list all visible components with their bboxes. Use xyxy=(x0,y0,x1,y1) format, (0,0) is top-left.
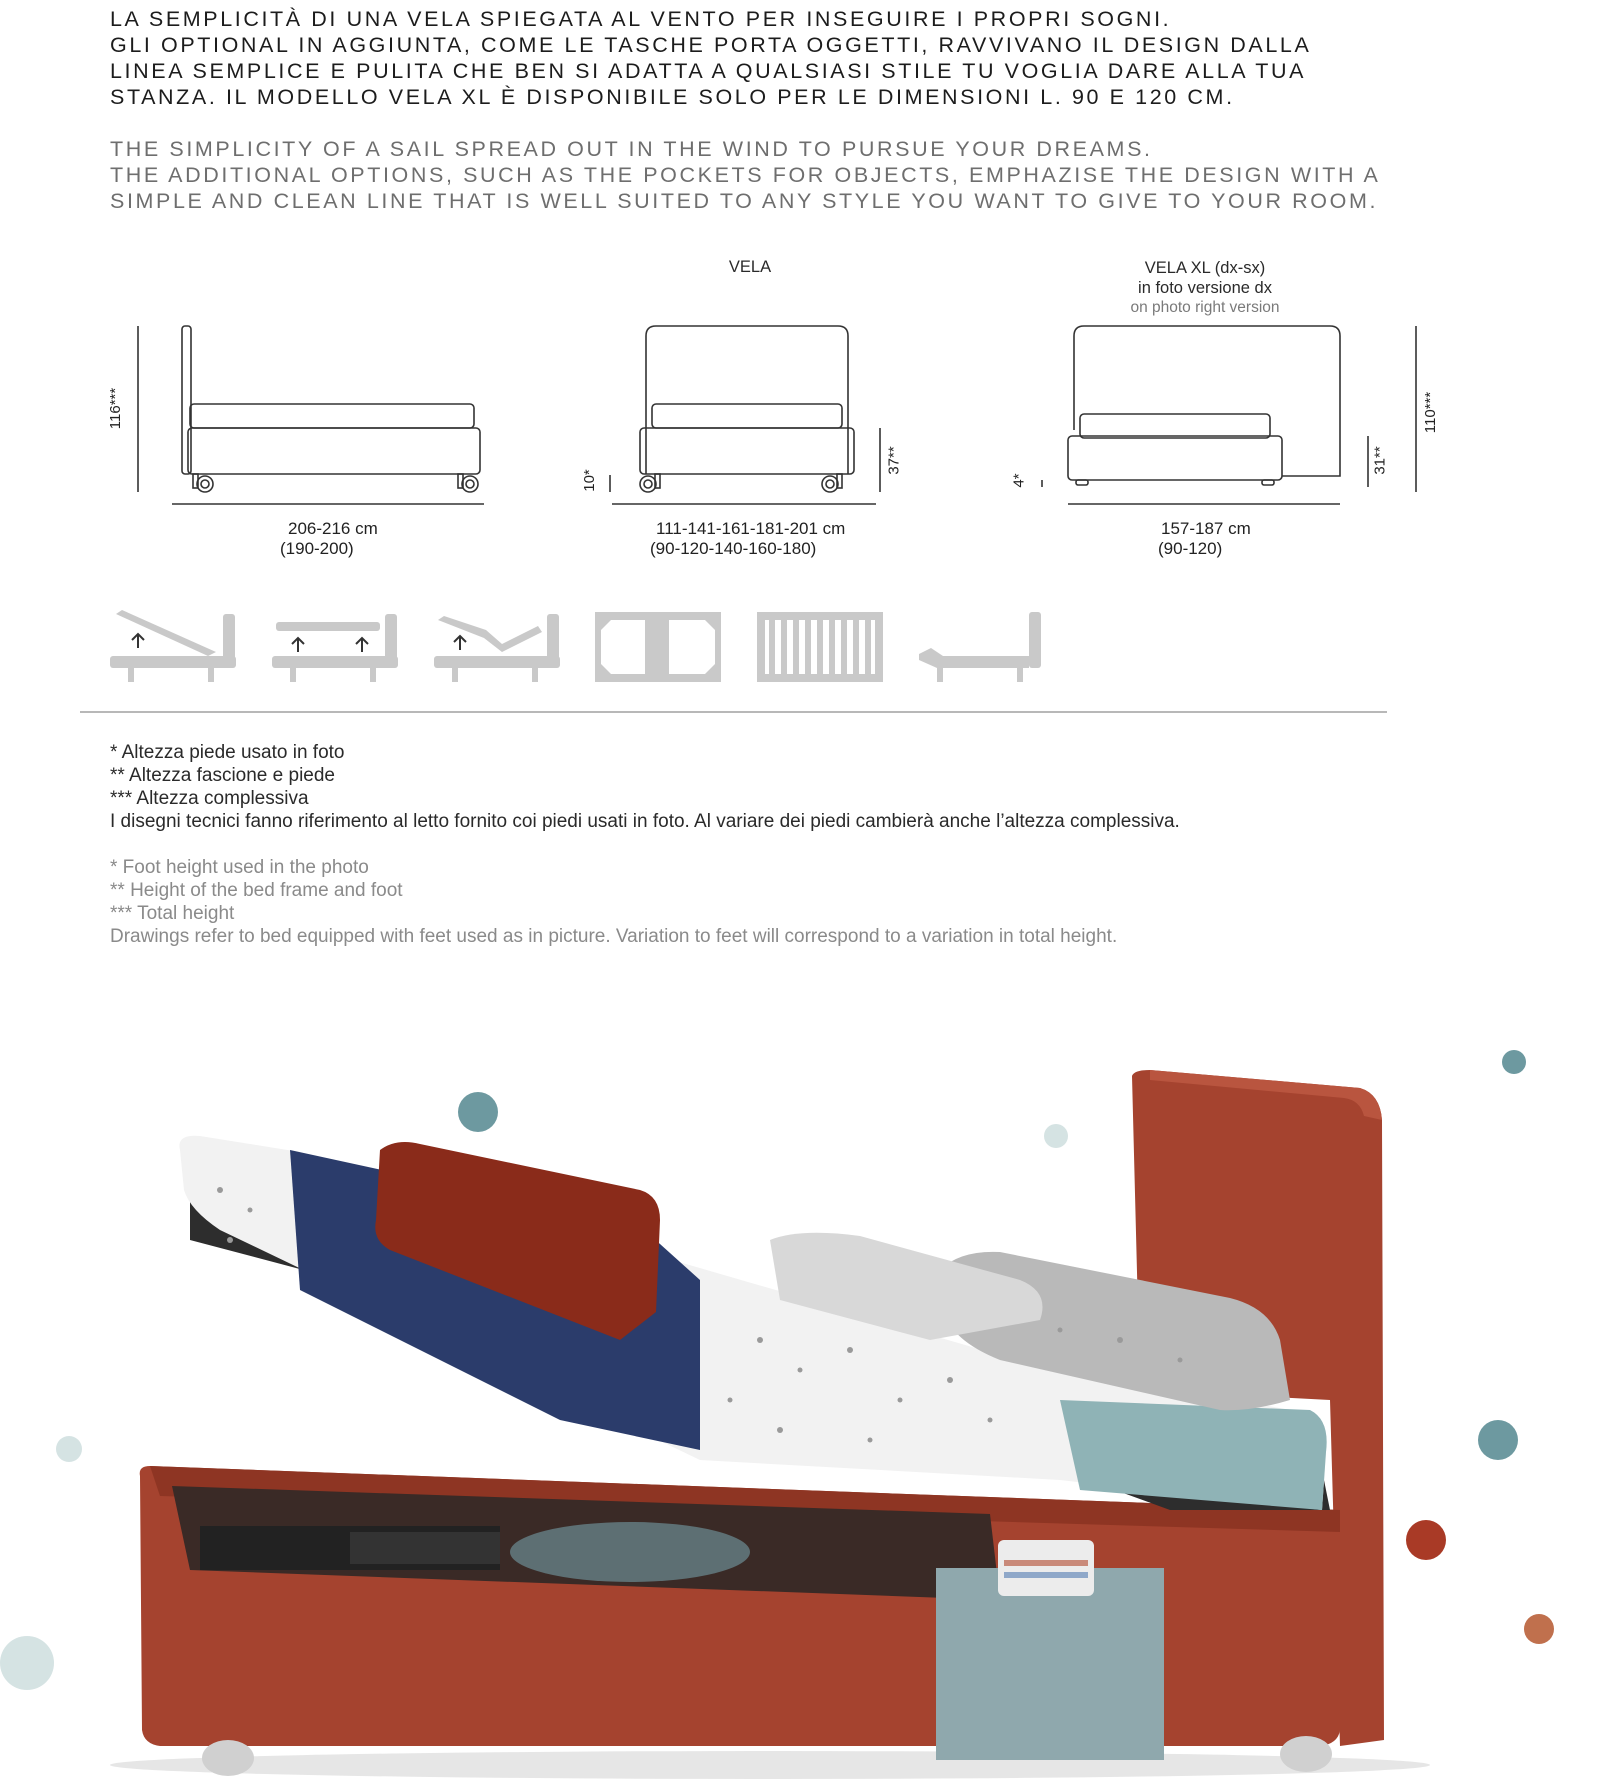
note-en-line: Drawings refer to bed equipped with feet used as in picture. Variation to feet will correspond to a variation in total height. xyxy=(110,926,1118,947)
notes-italian xyxy=(110,741,1180,833)
front-width-sub: (90-120-140-160-180) xyxy=(650,539,817,558)
intro-it-line: GLI OPTIONAL IN AGGIUNTA, COME LE TASCHE PORTA OGGETTI, RAVVIVANO IL DESIGN DALLA xyxy=(110,33,1312,57)
note-it-line: *** Altezza complessiva xyxy=(110,788,309,809)
xl-frame-label: 31** xyxy=(1371,446,1389,475)
note-en-line: *** Total height xyxy=(110,903,235,924)
front-view-drawing xyxy=(610,326,880,504)
front-frame-label: 37** xyxy=(885,446,903,475)
reclining-headrest-icon xyxy=(917,608,1047,688)
xl-width-label xyxy=(1158,519,1251,559)
side-length-value: 206-216 cm xyxy=(288,519,378,538)
caster-wheel xyxy=(202,1740,254,1776)
vela-caption: VELA xyxy=(728,258,772,276)
pocket-book xyxy=(998,1540,1094,1596)
intro-en-line: THE ADDITIONAL OPTIONS, SUCH AS THE POCKETS FOR OBJECTS, EMPHAZISE THE DESIGN WITH A xyxy=(110,163,1381,187)
floor-shadow xyxy=(110,1751,1430,1779)
velaxl-subtitle-it: in foto versione dx xyxy=(1138,279,1272,297)
xl-width-value: 157-187 cm xyxy=(1161,519,1251,538)
velaxl-subtitle-en: on photo right version xyxy=(1130,299,1280,316)
storage-pocket xyxy=(936,1568,1164,1760)
front-foot-label: 10* xyxy=(580,469,598,492)
intro-en-line: SIMPLE AND CLEAN LINE THAT IS WELL SUITED TO ANY STYLE YOU WANT TO GIVE TO YOUR ROOM. xyxy=(110,189,1379,213)
side-length-label xyxy=(280,519,378,559)
xl-foot-label: 4* xyxy=(1010,473,1028,488)
note-it-line: * Altezza piede usato in foto xyxy=(110,742,345,763)
xl-view-drawing xyxy=(1042,326,1416,504)
xl-height-label: 110*** xyxy=(1422,391,1440,434)
storage-box-divider-icon xyxy=(593,608,723,688)
note-it-line: ** Altezza fascione e piede xyxy=(110,765,335,786)
side-length-sub: (190-200) xyxy=(280,539,354,558)
adjustable-lift-storage-icon xyxy=(432,608,562,688)
intro-it-line: LA SEMPLICITÀ DI UNA VELA SPIEGATA AL VENTO PER INSEGUIRE I PROPRI SOGNI. xyxy=(110,7,1172,31)
technical-drawings xyxy=(0,0,1602,560)
side-lift-storage-icon xyxy=(108,608,238,688)
note-en-line: ** Height of the bed frame and foot xyxy=(110,880,403,901)
flat-lift-storage-icon xyxy=(270,608,400,688)
side-view-drawing xyxy=(138,326,484,504)
intro-it-line: STANZA. IL MODELLO VELA XL È DISPONIBILE SOLO PER LE DIMENSIONI L. 90 E 120 CM. xyxy=(110,85,1235,109)
note-it-line: I disegni tecnici fanno riferimento al letto fornito coi piedi usati in foto. Al variare dei piedi cambierà anche l’altezza complessiva. xyxy=(110,811,1180,832)
note-en-line: * Foot height used in the photo xyxy=(110,857,369,878)
bed-product-photo xyxy=(0,1040,1602,1787)
slatted-base-icon xyxy=(755,608,885,688)
intro-en-line: THE SIMPLICITY OF A SAIL SPREAD OUT IN THE WIND TO PURSUE YOUR DREAMS. xyxy=(110,137,1153,161)
front-width-label xyxy=(650,519,845,559)
intro-it-line: LINEA SEMPLICE E PULITA CHE BEN SI ADATTA A QUALSIASI STILE TU VOGLIA DARE ALLA TUA xyxy=(110,59,1307,83)
xl-width-sub: (90-120) xyxy=(1158,539,1223,558)
front-width-value: 111-141-161-181-201 cm xyxy=(656,519,846,538)
caster-wheel xyxy=(1280,1736,1332,1772)
notes-english xyxy=(110,856,1117,948)
side-height-label: 116*** xyxy=(107,387,125,430)
section-divider xyxy=(80,711,1387,713)
velaxl-title: VELA XL (dx-sx) xyxy=(1144,259,1266,277)
